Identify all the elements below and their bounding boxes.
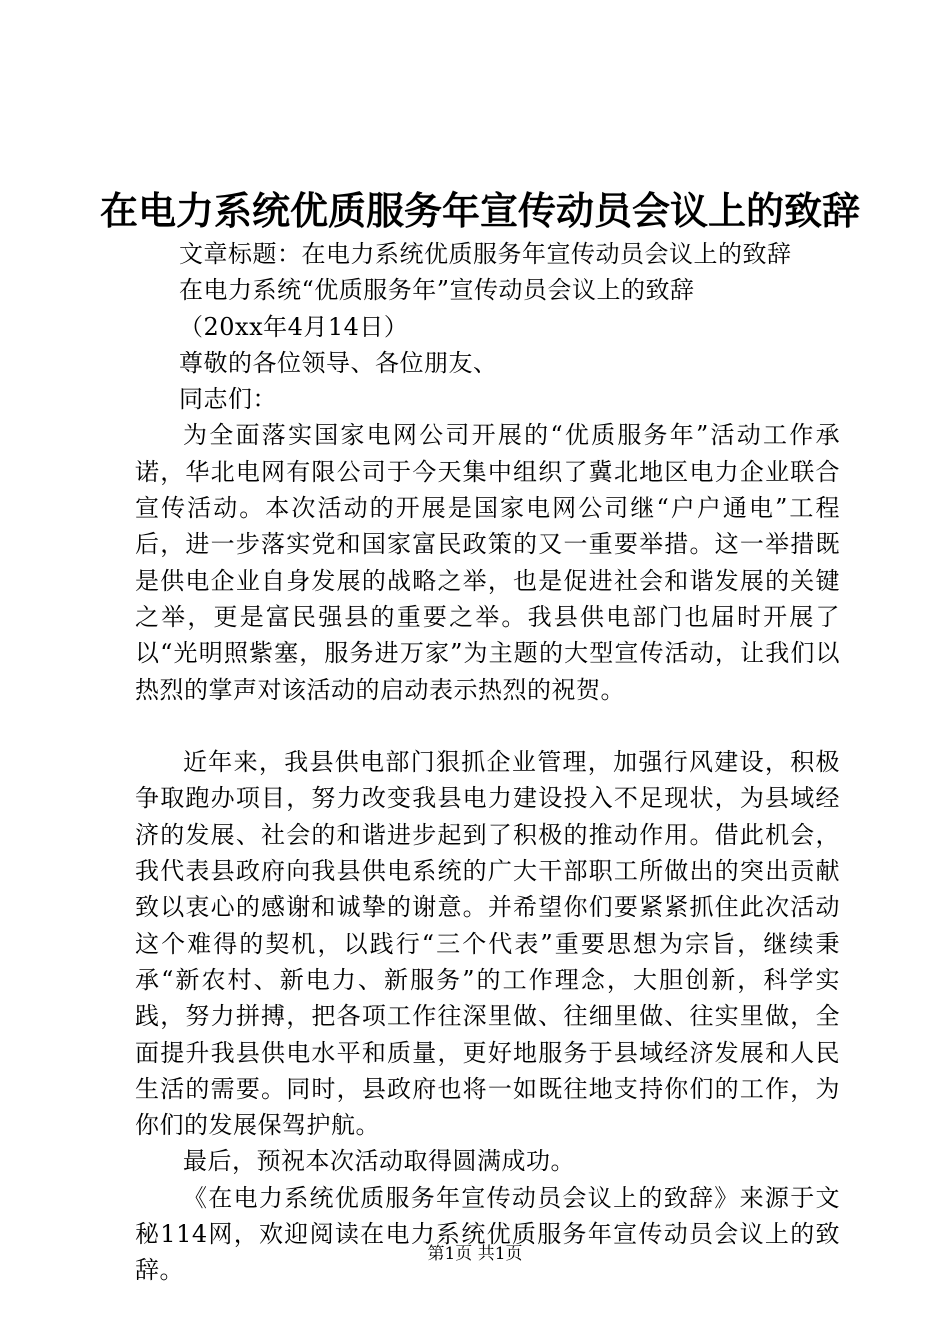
paragraph-closing-wish: 最后，预祝本次活动取得圆满成功。 — [183, 1147, 575, 1176]
paragraph-source-note: 《在电力系统优质服务年宣传动员会议上的致辞》来源于文秘114网，欢迎阅读在电力系统优质服务年宣传动员会议上的致辞。 — [135, 1183, 840, 1285]
page-number-footer: 第1页 共1页 — [427, 1244, 523, 1264]
article-title-line: 文章标题：在电力系统优质服务年宣传动员会议上的致辞 — [179, 240, 792, 268]
speech-title-line: 在电力系统“优质服务年”宣传动员会议上的致辞 — [179, 276, 695, 305]
paragraph-gap — [135, 708, 840, 744]
document-title: 在电力系统优质服务年宣传动员会议上的致辞 — [100, 188, 861, 233]
speech-date-line: （20xx年4月14日） — [179, 312, 409, 341]
salutation-continued-line: 同志们： — [179, 385, 277, 414]
paragraph-opening: 为全面落实国家电网公司开展的“优质服务年”活动工作承诺，华北电网有限公司于今天集中组织了冀北地区电力企业联合宣传活动。本次活动的开展是国家电网公司继“户户通电”工程后，进一步落实党和国家富民政策的又一重要举措。这一举措既是供电企业自身发展的战略之举，也是促进社会和谐发展的关键之举，更是富民强县的重要之举。我县供电部门也届时开展了以“光明照紫塞，服务进万家”为主题的大型宣传活动，让我们以热烈的掌声对该活动的启动表示热烈的祝贺。 — [135, 421, 840, 704]
salutation-line: 尊敬的各位领导、各位朋友、 — [179, 348, 498, 377]
paragraph-achievements: 近年来，我县供电部门狠抓企业管理，加强行风建设，积极争取跑办项目，努力改变我县电力建设投入不足现状，为县域经济的发展、社会的和谐进步起到了积极的推动作用。借此机会，我代表县政府向我县供电系统的广大干部职工所做出的突出贡献致以衷心的感谢和诚挚的谢意。并希望你们要紧紧抓住此次活动这个难得的契机，以践行“三个代表”重要思想为宗旨，继续秉承“新农村、新电力、新服务”的工作理念，大胆创新，科学实践，努力拼搏，把各项工作往深里做、往细里做、往实里做，全面提升我县供电水平和质量，更好地服务于县域经济发展和人民生活的需要。同时，县政府也将一如既往地支持你们的工作，为你们的发展保驾护航。 — [135, 748, 840, 1140]
document-body — [135, 206, 840, 1289]
